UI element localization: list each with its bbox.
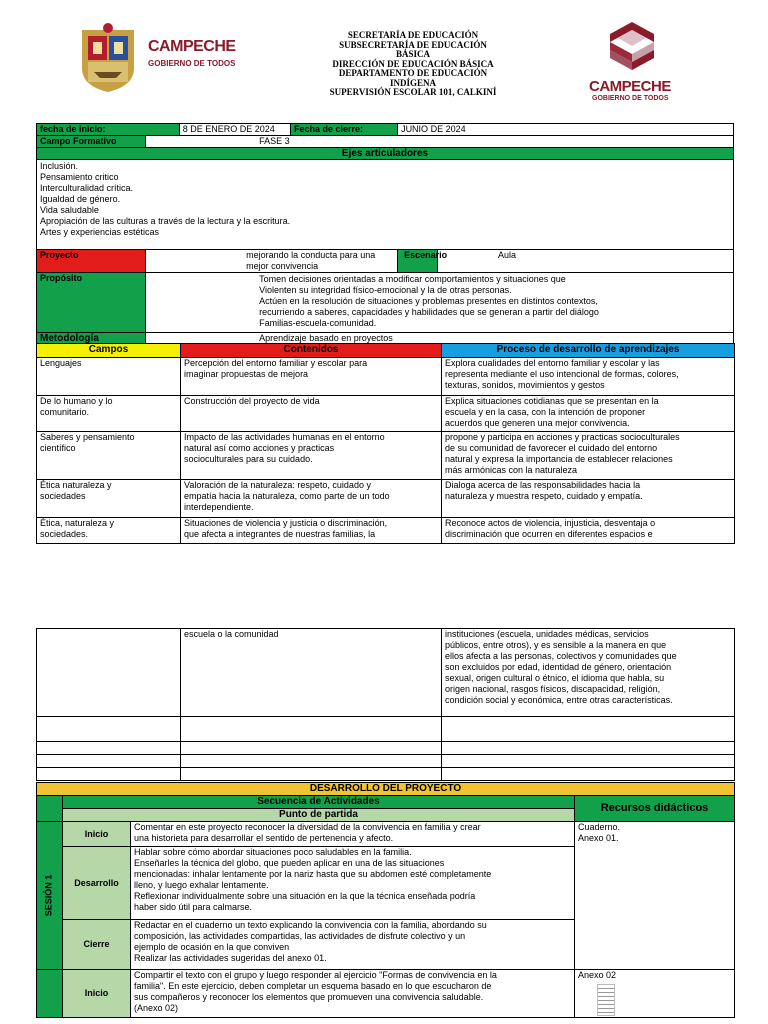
contenido-cell: [181, 432, 442, 480]
header-line: SUPERVISIÓN ESCOLAR 101, CALKINÍ: [329, 87, 497, 97]
campo-cell: [37, 480, 181, 518]
cell-line: Realizar las actividades sugeridas del anexo 01.: [134, 953, 327, 963]
cell-line: Cuaderno.: [578, 822, 621, 832]
desarrollo-label: Desarrollo: [63, 847, 131, 920]
proceso-cell: [442, 432, 735, 480]
right-logo-name: CAMPECHE: [589, 78, 671, 95]
cell-line: natural y expresa la importancia de establecer relaciones: [445, 454, 673, 464]
cell-line: de su comunidad de favorecer el cuidado del entorno: [445, 443, 658, 453]
cell-line: Comentar en este proyecto reconocer la diversidad de la convivencia en familia y crear: [134, 822, 481, 832]
cell-line: (Anexo 02): [134, 1003, 179, 1013]
cell-line: Anexo 02: [578, 970, 617, 980]
cell-line: naturaleza y muestra respeto, cuidado y empatía.: [445, 491, 643, 501]
cell-line: una historieta para desarrollar el sentido de pertenencia y afecto.: [134, 833, 394, 843]
fecha-inicio-value: 8 DE ENERO DE 2024: [179, 124, 290, 136]
cell-line: imaginar propuestas de mejora: [184, 369, 309, 379]
cell-line: son excluidos por edad, identidad de género, orientación: [445, 662, 672, 672]
campo-cell: [37, 358, 181, 396]
secuencia-title: Secuencia de Actividades: [63, 796, 575, 809]
recursos-cell-2: [575, 970, 735, 1018]
inicio2-text: [131, 970, 575, 1018]
proceso-cell: [442, 480, 735, 518]
eje-item: Vida saludable: [40, 205, 99, 215]
cell-line: natural así como acciones y practicas: [184, 443, 335, 453]
desarrollo-table: [36, 782, 735, 1018]
cell-line: que afecta a integrantes de nuestras familias, la: [184, 529, 376, 539]
header-proceso: Proceso de desarrollo de aprendizajes: [442, 344, 735, 358]
sesion-label: SESIÓN 1: [43, 874, 54, 917]
right-logo: [588, 20, 678, 108]
proposito-label: Propósito: [37, 273, 146, 333]
cierre-text: [131, 920, 575, 970]
cell-line: sus compañeros y reconocer los elementos que promueven una convivencia saludable.: [134, 992, 484, 1002]
cell-line: Ética naturaleza y: [40, 480, 112, 490]
cell-line: Situaciones de violencia y justicia o discriminación,: [184, 518, 388, 528]
left-logo-name: CAMPECHE: [148, 38, 236, 55]
cell-line: empatía hacia la naturaleza, como parte de un todo: [184, 491, 390, 501]
annex-thumbnail: [597, 984, 615, 1016]
fecha-cierre-label: Fecha de cierre:: [291, 124, 398, 136]
cell-line: composición, las actividades compartidas, las actividades de disfrute colectivo y un: [134, 931, 466, 941]
table-row: [37, 432, 735, 480]
header-line: DEPARTAMENTO DE EDUCACIÓN: [338, 68, 488, 78]
table-row: [37, 480, 735, 518]
campos-table-continued: [36, 628, 735, 781]
cell-line: Explora cualidades del entorno familiar y escolar y las: [445, 358, 660, 368]
cell-line: haber sido útil para calmarse.: [134, 902, 253, 912]
cell-line: Compartir el texto con el grupo y luego responder al ejercicio "Formas de convivencia en la: [134, 970, 497, 980]
cell-line: Saberes y pensamiento: [40, 432, 135, 442]
cell-line: ellos afecta a las personas, colectivos y comunidades que: [445, 651, 677, 661]
proceso-cell: [442, 358, 735, 396]
green-spacer: [146, 124, 180, 136]
table-row: [37, 629, 735, 717]
sesion-2-cell: [37, 970, 63, 1018]
sesion-label-cell: [37, 822, 63, 970]
contenido-cell: [181, 629, 442, 717]
cell-line: Explica situaciones cotidianas que se presentan en la: [445, 396, 659, 406]
inicio-text: [131, 822, 575, 847]
cell-line: Percepción del entorno familiar y escolar para: [184, 358, 368, 368]
cell-line: Anexo 01.: [578, 833, 619, 843]
proceso-cell: [442, 518, 735, 544]
proposito-line: Actúen en la resolución de situaciones y problemas presentes en distintos contextos,: [259, 296, 598, 306]
table-row: [37, 518, 735, 544]
cell-line: Reconoce actos de violencia, injusticia, desventaja o: [445, 518, 656, 528]
cell-line: escuela o la comunidad: [184, 629, 279, 639]
cell-line: condición social y económica, entre otras características.: [445, 695, 673, 705]
campos-table: [36, 343, 735, 544]
cell-line: Lenguajes: [40, 358, 82, 368]
cell-line: Enseñarles la técnica del globo, que pueden aplicar en una de las situaciones: [134, 858, 445, 868]
cell-line: Dialoga acerca de las responsabilidades hacia la: [445, 480, 641, 490]
cell-line: sexual, origen cultural o étnico, el idioma que habla, su: [445, 673, 665, 683]
cell-line: Impacto de las actividades humanas en el entorno: [184, 432, 385, 442]
cell-line: discriminación que ocurren en diferentes espacios e: [445, 529, 653, 539]
proceso-cell: [442, 396, 735, 432]
proposito-line: recurriendo a saberes, capacidades y habilidades que se generan a partir del diálogo: [259, 307, 599, 317]
table-row: [37, 358, 735, 396]
cell-line: Ética, naturaleza y: [40, 518, 115, 528]
header-line: DIRECCIÓN DE EDUCACIÓN BÁSICA: [332, 58, 494, 69]
eje-item: Igualdad de género.: [40, 194, 121, 204]
recursos-title: Recursos didácticos: [575, 796, 735, 822]
cell-line: interdependiente.: [184, 502, 254, 512]
proposito-line: Familias-escuela-comunidad.: [259, 318, 377, 328]
contenido-cell: [181, 396, 442, 432]
contenido-cell: [181, 358, 442, 396]
cell-line: escuela y en la casa, con la intención de proponer: [445, 407, 646, 417]
proposito-line: Violenten su integridad físico-emocional y la de otras personas.: [259, 285, 512, 295]
table-row: [37, 396, 735, 432]
green-corner: [37, 796, 63, 822]
header-line: BÁSICA: [395, 49, 430, 59]
empty-row: [37, 768, 735, 781]
cell-line: Redactar en el cuaderno un texto explicando la convivencia con la familia, abordando su: [134, 920, 487, 930]
cell-line: públicos, entre otros), y es sensible a la manera en que: [445, 640, 667, 650]
cell-line: Hablar sobre cómo abordar situaciones poco saludables en la familia.: [134, 847, 412, 857]
header-contenidos: Contenidos: [181, 344, 442, 358]
cell-line: sociedades.: [40, 529, 89, 539]
eje-item: Inclusión.: [40, 161, 79, 171]
info-table: [36, 123, 734, 347]
proceso-cell: [442, 629, 735, 717]
cell-line: origen nacional, rasgos físicos, discapacidad, religión,: [445, 684, 661, 694]
cell-line: mencionadas: inhalar lentamente por la nariz hasta que su abdomen esté completamente: [134, 869, 492, 879]
proyecto-value: mejorando la conducta para una mejor convivencia: [146, 250, 398, 273]
metodologia-label: Metodología: [37, 333, 146, 347]
cell-line: Reflexionar individualmente sobre una situación en la que la técnica enseñada podría: [134, 891, 476, 901]
cell-line: más armónicas con la naturaleza: [445, 465, 578, 475]
eje-item: Pensamiento critico: [40, 172, 119, 182]
header-line: SECRETARÍA DE EDUCACIÓN: [347, 30, 479, 40]
fecha-inicio-label: fecha de inicio:: [37, 124, 146, 136]
cierre-label: Cierre: [63, 920, 131, 970]
cell-line: propone y participa en acciones y practicas socioculturales: [445, 432, 680, 442]
cell-line: Construcción del proyecto de vida: [184, 396, 320, 406]
campo-formativo-label: Campo Formativo: [37, 136, 146, 148]
cell-line: ejemplo de ocasión en la que conviven: [134, 942, 290, 952]
contenido-cell: [181, 518, 442, 544]
cell-line: sociedades: [40, 491, 86, 501]
cell-line: instituciones (escuela, unidades médicas, servicios: [445, 629, 649, 639]
fecha-cierre-value: JUNIO DE 2024: [398, 124, 734, 136]
left-logo: [76, 22, 246, 94]
campo-cell: [37, 432, 181, 480]
empty-row: [37, 755, 735, 768]
desarrollo-title: DESARROLLO DEL PROYECTO: [37, 783, 735, 796]
cell-line: socioculturales para su cuidado.: [184, 454, 313, 464]
ejes-title: Ejes articuladores: [37, 148, 734, 160]
header-title: [300, 31, 526, 104]
eje-item: Artes y experiencias estéticas: [40, 227, 160, 237]
coat-of-arms-icon: [76, 22, 140, 94]
campeche-emblem-icon: [602, 20, 662, 78]
cell-line: acuerdos que generen una mejor convivencia.: [445, 418, 630, 428]
ejes-list: [37, 160, 734, 250]
inicio2-label: Inicio: [63, 970, 131, 1018]
cell-line: lleno, y luego exhalar lentamente.: [134, 880, 269, 890]
escenario-value: Aula: [437, 250, 733, 273]
eje-item: Interculturalidad crítica.: [40, 183, 134, 193]
cell-line: científico: [40, 443, 76, 453]
punto-partida: Punto de partida: [63, 809, 575, 822]
metodologia-value: Aprendizaje basado en proyectos: [146, 333, 734, 347]
cell-line: De lo humano y lo: [40, 396, 113, 406]
empty-row: [37, 742, 735, 755]
eje-item: Apropiación de las culturas a través de la lectura y la escritura.: [40, 216, 291, 226]
proyecto-label: Proyecto: [37, 250, 146, 273]
cell-line: texturas, sonidos, movimientos y gestos: [445, 380, 605, 390]
campo-cell: [37, 518, 181, 544]
proposito-text: [146, 273, 734, 333]
empty-row: [37, 717, 735, 742]
desarrollo-text: [131, 847, 575, 920]
left-logo-sub: GOBIERNO DE TODOS: [148, 59, 236, 68]
contenido-cell: [181, 480, 442, 518]
campo-cell: [37, 396, 181, 432]
header-line: INDÍGENA: [389, 77, 436, 88]
cell-line: comunitario.: [40, 407, 90, 417]
campo-cell: [37, 629, 181, 717]
campo-formativo-value: FASE 3: [146, 136, 734, 148]
cell-line: familia". En este ejercicio, deben completar un esquema basado en lo que escucharon de: [134, 981, 492, 991]
right-logo-sub: GOBIERNO DE TODOS: [592, 95, 669, 102]
cell-line: representa mediante el uso intencional de formas, colores,: [445, 369, 679, 379]
cell-line: Valoración de la naturaleza: respeto, cuidado y: [184, 480, 371, 490]
proposito-line: Tomen decisiones orientadas a modificar comportamientos y situaciones que: [259, 274, 566, 284]
recursos-cell: [575, 822, 735, 970]
header-line: SUBSECRETARÍA DE EDUCACIÓN: [339, 39, 487, 50]
header-campos: Campos: [37, 344, 181, 358]
escenario-label: Escenario: [398, 250, 438, 273]
inicio-label: Inicio: [63, 822, 131, 847]
